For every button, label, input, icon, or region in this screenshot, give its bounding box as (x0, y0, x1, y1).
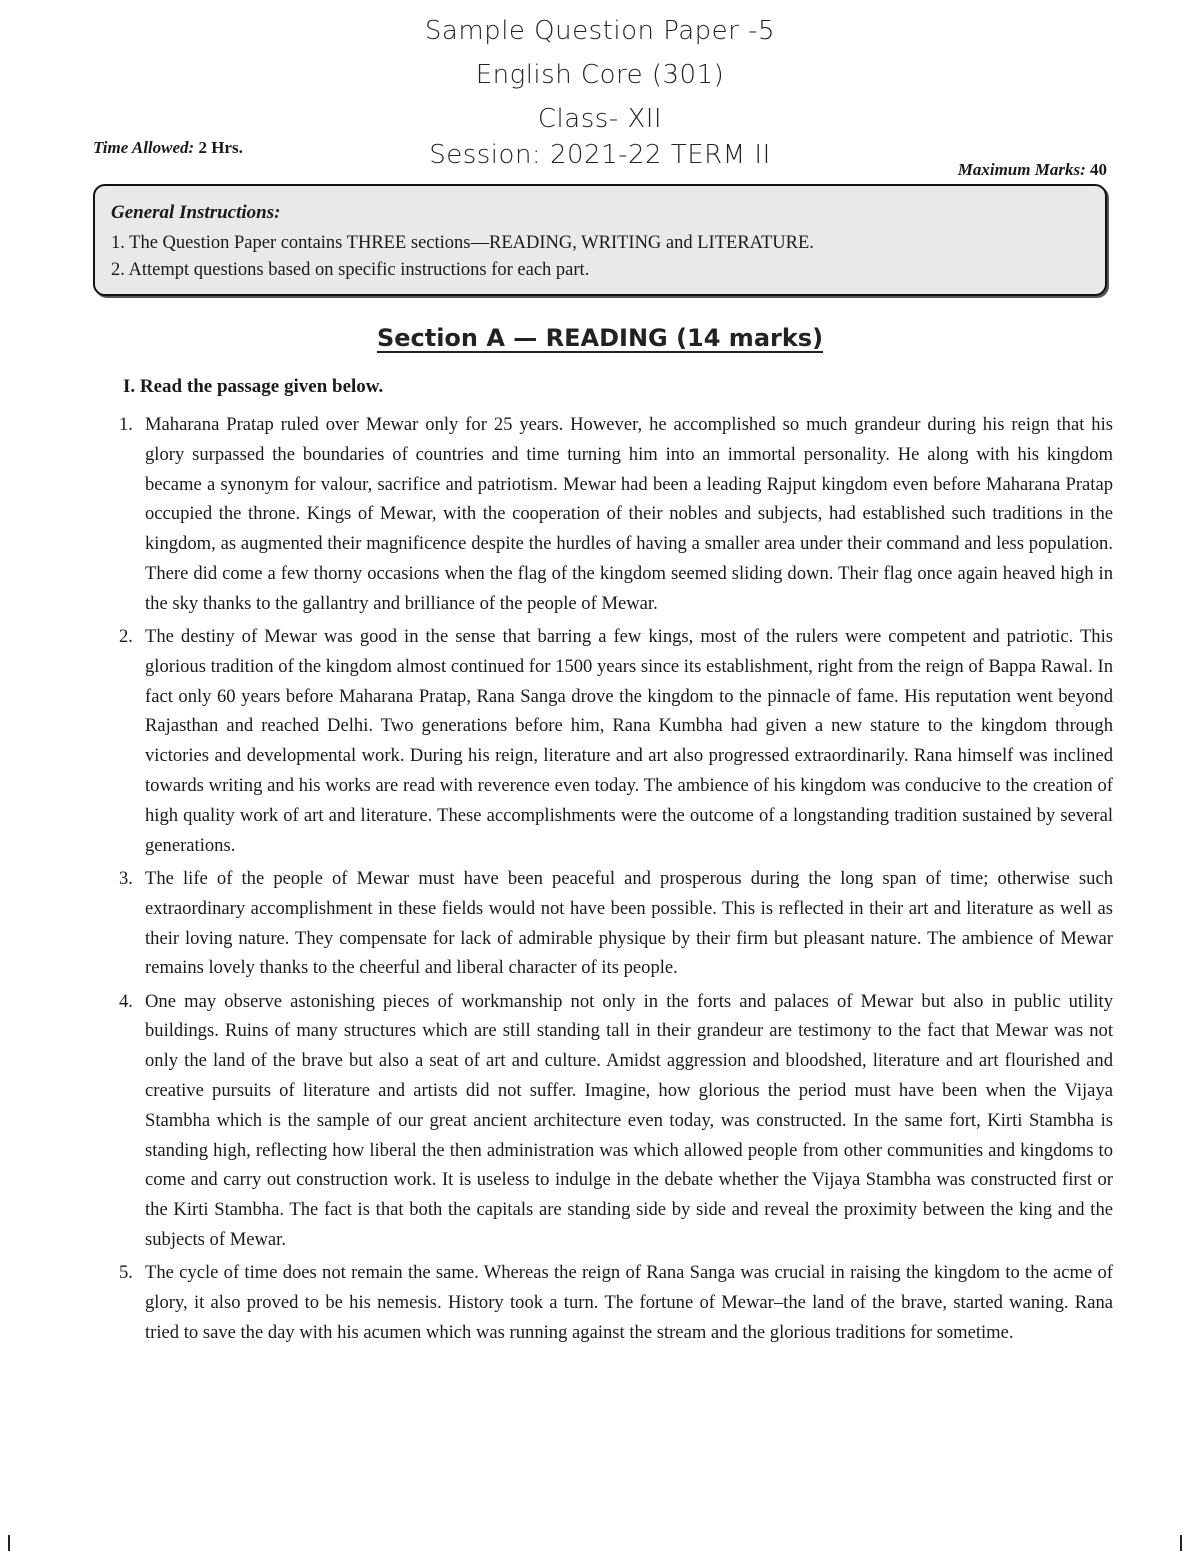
paragraph-text: Maharana Pratap ruled over Mewar only for 25 years. However, he accomplished so much grandeur during his reign that his glory surpassed the boundaries of countries and time turning him into an immortal personality. He along with his kingdom became a synonym for valour, sacrifice and patriotism. Mewar had been a leading Rajput kingdom even before Maharana Pratap occupied the throne. Kings of Mewar, with the cooperation of their nobles and subjects, had established such traditions in the kingdom, as augmented their magnificence despite the hurdles of having a smaller area under their command and less population. There did come a few thorny occasions when the flag of the kingdom seemed sliding down. Their flag once again heaved high in the sky thanks to the gallantry and brilliance of the people of Mewar. (145, 414, 1113, 614)
reading-passage (115, 410, 1113, 1351)
paragraph-text: One may observe astonishing pieces of workmanship not only in the forts and palaces of Mewar but also in public utility buildings. Ruins of many structures which are still standing tall in their grandeur are testimony to the fact that Mewar was not only the land of the brave but also a seat of art and culture. Amidst aggression and bloodshed, literature and art flourished and creative pursuits of literature and artists did not suffer. Imagine, how glorious the period must have been when the Vijaya Stambha which is the sample of our great ancient architecture even today, was constructed. In the same fort, Kirti Stambha is standing high, reflecting how liberal the then administration was which allowed people from other communities and kingdoms to come and carry out construction work. It is useless to indulge in the debate whether the Vijaya Stambha was constructed first or the Kirti Stambha. The fact is that both the capitals are standing side by side and reveal the proximity between the king and the subjects of Mewar. (145, 990, 1113, 1251)
paragraph-number: 3. (119, 867, 133, 889)
instruction-item: 2. Attempt questions based on specific instructions for each part. (111, 260, 590, 280)
passage-paragraph (115, 410, 1113, 619)
section-heading (0, 324, 1200, 352)
crop-mark-left (8, 1535, 10, 1551)
maximum-marks (958, 160, 1107, 180)
passage-paragraph (115, 864, 1113, 983)
max-marks-value: 40 (1090, 160, 1107, 179)
paragraph-text: The cycle of time does not remain the same. Whereas the reign of Rana Sanga was crucial in raising the kingdom to the acme of glory, it also proved to be his nemesis. History took a turn. The fortune of Mewar–the land of the brave, started waning. Rana tried to save the day with his acumen which was running against the stream and the glorious traditions for sometime. (145, 1262, 1113, 1343)
instructions-title: General Instructions: (111, 202, 281, 223)
paragraph-text: The life of the people of Mewar must have been peaceful and prosperous during the long span of time; otherwise such extraordinary accomplishment in these fields would not have been possible. This is reflected in their art and literature as well as their loving nature. They compensate for lack of admirable physique by their firm but pleasant nature. The ambience of Mewar remains lovely thanks to the cheerful and liberal character of its people. (145, 867, 1113, 979)
paragraph-number: 4. (119, 990, 133, 1012)
time-allowed-label: Time Allowed: (93, 138, 195, 157)
passage-paragraph (115, 987, 1113, 1255)
time-allowed (93, 138, 243, 158)
subject-title: English Core (301) (475, 60, 725, 90)
class-title: Class- XII (537, 104, 663, 134)
passage-paragraph (115, 622, 1113, 860)
paper-title: Sample Question Paper -5 (424, 16, 776, 46)
paragraph-text: The destiny of Mewar was good in the sense that barring a few kings, most of the rulers were competent and patriotic. This glorious tradition of the kingdom almost continued for 1500 years since its establishment, right from the reign of Bappa Rawal. In fact only 60 years before Maharana Pratap, Rana Sanga drove the kingdom to the pinnacle of fame. His reputation went beyond Rajasthan and reached Delhi. Two generations before him, Rana Kumbha had given a new stature to the kingdom through victories and developmental work. During his reign, literature and art also progressed extraordinarily. Rana himself was inclined towards writing and his works are read with reverence even today. The ambience of his kingdom was conducive to the creation of high quality work of art and literature. These accomplishments were the outcome of a longstanding tradition sustained by several generations. (145, 626, 1113, 856)
max-marks-label: Maximum Marks: (957, 160, 1086, 179)
paragraph-number: 1. (119, 414, 133, 435)
time-allowed-value: 2 Hrs. (198, 138, 243, 157)
general-instructions-box (93, 184, 1107, 296)
paragraph-number: 5. (119, 1262, 133, 1284)
instruction-item: 1. The Question Paper contains THREE sections—READING, WRITING and LITERATURE. (111, 233, 814, 253)
paragraph-number: 2. (119, 626, 133, 648)
crop-mark-right (1180, 1535, 1182, 1551)
section-heading-text: Section A — READING (14 marks) (376, 324, 824, 352)
part-label: I. Read the passage given below. (123, 376, 384, 397)
passage-paragraph (115, 1258, 1113, 1347)
session-title: Session: 2021-22 TERM II (429, 140, 771, 170)
